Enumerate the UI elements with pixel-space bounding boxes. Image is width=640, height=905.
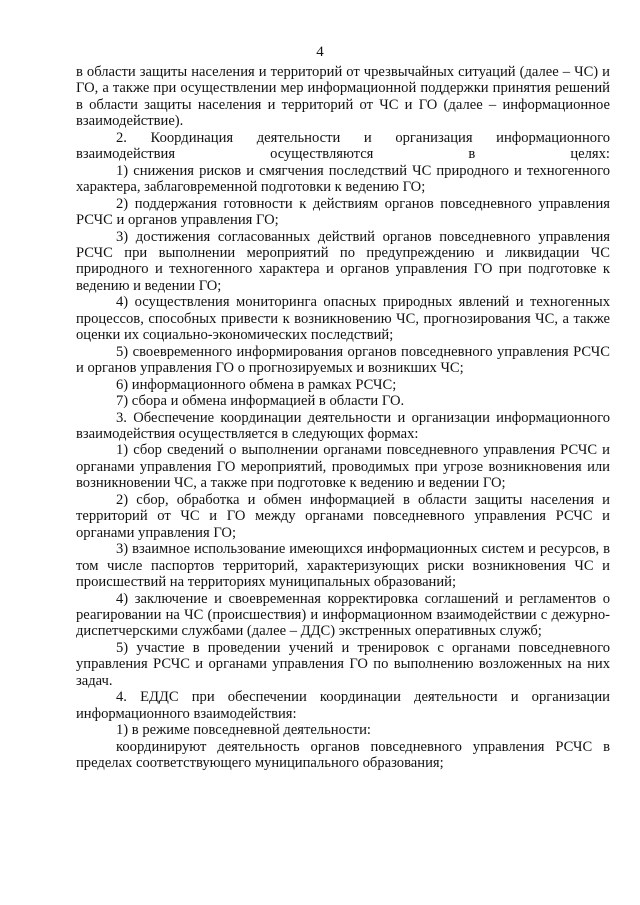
document-body	[76, 64, 610, 771]
paragraph-goal-4: 4) осуществления мониторинга опасных природных явлений и техногенных процессов, способных привести к возникновению ЧС, прогнозирования ЧС, а также оценки их социально-экономических последствий;	[76, 294, 610, 344]
paragraph-section-2-heading: 2. Координация деятельности и организация информационного взаимодействия осуществляются в целях:	[76, 129, 610, 163]
paragraph-goal-6: 6) информационного обмена в рамках РСЧС;	[116, 376, 397, 393]
paragraph-goal-2: 2) поддержания готовности к действиям органов повседневного управления РСЧС и органов управления ГО;	[76, 195, 610, 229]
paragraph-section-3-heading: 3. Обеспечение координации деятельности и организации информационного взаимодействия осуществляется в следующих формах:	[76, 409, 610, 442]
paragraph-goal-5: 5) своевременного информирования органов повседневного управления РСЧС и органов управления ГО о прогнозируемых и возникших ЧС;	[76, 343, 610, 377]
paragraph-goal-7: 7) сбора и обмена информацией в области ГО.	[116, 393, 405, 410]
paragraph-form-2: 2) сбор, обработка и обмен информацией в области защиты населения и территорий от ЧС и ГО между органами повседневного управления РСЧС и органами управления ГО;	[76, 491, 610, 541]
paragraph-form-5: 5) участие в проведении учений и тренировок с органами повседневного управления РСЧС и органами управления ГО по выполнению возложенных на них задач.	[76, 639, 610, 689]
paragraph-goal-1: 1) снижения рисков и смягчения последствий ЧС природного и техногенного характера, заблаговременной подготовки к ведению ГО;	[76, 162, 610, 196]
paragraph-section-4-heading: 4. ЕДДС при обеспечении координации деятельности и организации информационного взаимодействия:	[76, 689, 610, 722]
paragraph-form-1: 1) сбор сведений о выполнении органами повседневного управления РСЧС и органами управления ГО мероприятий, проводимых при угрозе возникновения или возникновении ЧС, а также при подготовке к ведению и ведении ГО;	[76, 442, 610, 492]
paragraph-mode-1: 1) в режиме повседневной деятельности:	[116, 722, 371, 739]
page-number: 4	[316, 44, 324, 60]
paragraph-form-3: 3) взаимное использование имеющихся информационных систем и ресурсов, в том числе паспортов территорий, характеризующих риски возникновения ЧС и происшествий на территориях муниципальных образований;	[76, 541, 610, 591]
paragraph-goal-3: 3) достижения согласованных действий органов повседневного управления РСЧС при выполнении мероприятий по предупреждению и ликвидации ЧС природного и техногенного характера и органов управления ГО при подготовке к ведению и ведении ГО;	[76, 228, 610, 294]
paragraph-mode-1-coordination: координируют деятельность органов повседневного управления РСЧС в пределах соответствующего муниципального образования;	[76, 738, 610, 772]
paragraph-intro-continuation: в области защиты населения и территорий от чрезвычайных ситуаций (далее – ЧС) и ГО, а также при осуществлении мер информационной поддержки принятия решений в области защиты населения и территорий от ЧС и ГО (далее – информационное взаимодействие).	[76, 64, 610, 130]
paragraph-form-4: 4) заключение и своевременная корректировка соглашений и регламентов о реагировании на ЧС (происшествия) и информационном взаимодействии с дежурно-диспетчерскими службами (далее – ДДС) экстренных оперативных служб;	[76, 590, 610, 640]
